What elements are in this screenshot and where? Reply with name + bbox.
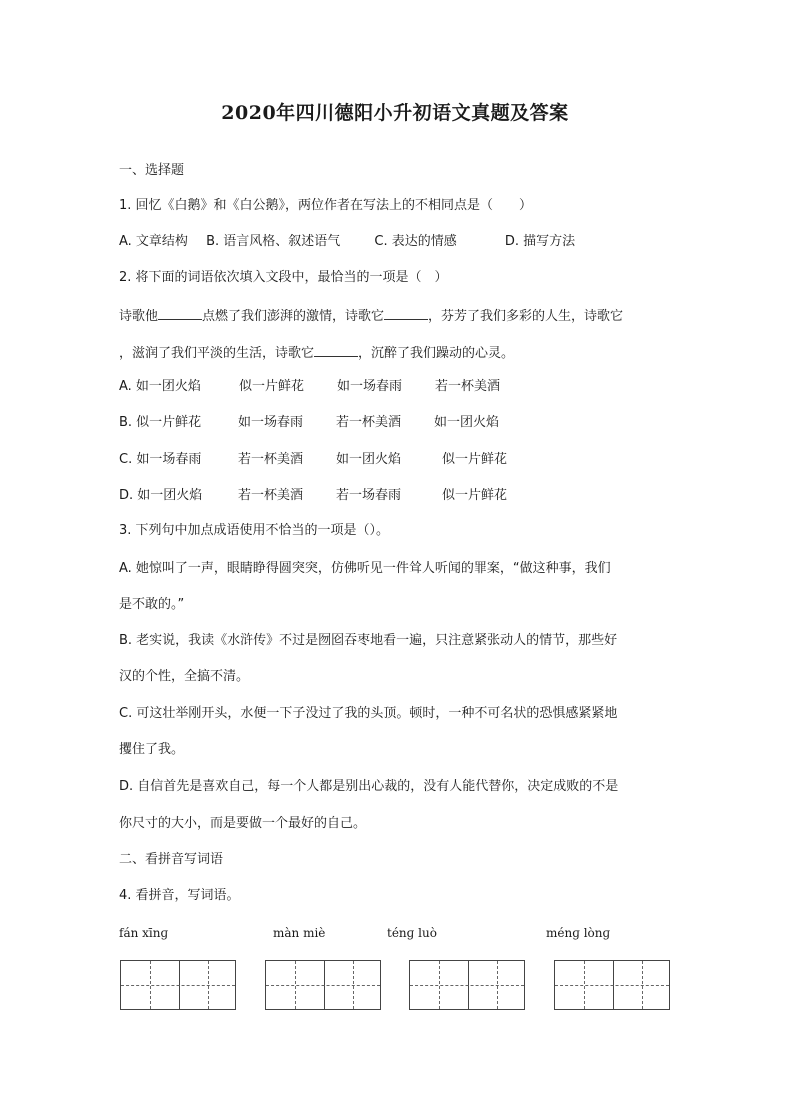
option-word: 若一杯美酒 <box>435 379 501 394</box>
grid-guide <box>121 985 235 986</box>
writing-grid[interactable] <box>554 960 670 1010</box>
option-label: D. 如一团火焰 <box>119 488 203 503</box>
option-word: 若一场春雨 <box>336 488 402 503</box>
option-word: 如一团火焰 <box>336 452 402 467</box>
writing-grid[interactable] <box>409 960 525 1010</box>
grid-guide <box>266 985 380 986</box>
passage-text: ，滋润了我们平淡的生活，诗歌它 <box>119 346 315 361</box>
question-3-option-d-line-2: 你尺寸的大小，而是要做一个最好的自己。 <box>119 816 367 831</box>
option-word: 如一场春雨 <box>238 415 304 430</box>
question-2-option-b <box>119 414 532 432</box>
option-c: C. 表达的情感 <box>374 234 457 249</box>
question-2-passage-line-1 <box>119 306 623 326</box>
pinyin-label: fán xīnɡ <box>119 926 169 940</box>
option-word: 如一团火焰 <box>434 415 500 430</box>
option-word: 如一场春雨 <box>337 379 403 394</box>
fill-blank <box>314 343 358 357</box>
question-4-stem: 4. 看拼音，写词语。 <box>119 888 240 903</box>
writing-grid[interactable] <box>265 960 381 1010</box>
question-3-option-c-line-1: C. 可这壮举刚开头，水便一下子没过了我的头顶。顿时，一种不可名状的恐惧感紧紧地 <box>119 706 618 721</box>
question-2-option-a <box>119 378 533 396</box>
question-3-option-a-line-1: A. 她惊叫了一声，眼睛睁得圆突突，仿佛听见一件耸人听闻的罪案，“做这种事，我们 <box>119 561 611 576</box>
pinyin-label: ténɡ luò <box>387 926 437 940</box>
question-2-option-c <box>119 451 540 469</box>
question-3-option-c-line-2: 攫住了我。 <box>119 742 185 757</box>
question-1-stem: 1. 回忆《白鹅》和《白公鹅》，两位作者在写法上的不相同点是（ ） <box>119 198 533 213</box>
fill-blank <box>384 306 428 320</box>
section-heading-pinyin: 二、看拼音写词语 <box>119 852 224 867</box>
option-word: 似一片鲜花 <box>442 452 508 467</box>
section-heading-choice: 一、选择题 <box>119 163 185 178</box>
question-3-option-a-line-2: 是不敢的。” <box>119 597 185 612</box>
option-word: 若一杯美酒 <box>238 488 304 503</box>
option-label: C. 如一场春雨 <box>119 452 202 467</box>
question-2-option-d <box>119 487 540 505</box>
option-word: 似一片鲜花 <box>442 488 508 503</box>
page-title: 2020年四川德阳小升初语文真题及答案 <box>221 102 569 124</box>
passage-text: ，沉醉了我们躁动的心灵。 <box>358 346 515 361</box>
passage-text: ，芬芳了我们多彩的人生，诗歌它 <box>428 309 624 324</box>
question-3-option-b-line-1: B. 老实说，我读《水浒传》不过是囫囵吞枣地看一遍，只注意紧张动人的情节，那些好 <box>119 633 618 648</box>
option-label: B. 似一片鲜花 <box>119 415 202 430</box>
option-word: 若一杯美酒 <box>336 415 402 430</box>
grid-guide <box>410 985 524 986</box>
question-3-option-b-line-2: 汉的个性，全搞不清。 <box>119 669 250 684</box>
question-2-stem: 2. 将下面的词语依次填入文段中，最恰当的一项是（ ） <box>119 270 448 285</box>
passage-text: 诗歌他 <box>119 309 159 324</box>
fill-blank <box>158 306 202 320</box>
question-3-option-d-line-1: D. 自信首先是喜欢自己，每一个人都是别出心裁的，没有人能代替你，决定成败的不是 <box>119 779 619 794</box>
option-a: A. 文章结构 <box>119 234 188 249</box>
grid-guide <box>555 985 669 986</box>
option-label: A. 如一团火焰 <box>119 379 201 394</box>
question-1-options <box>119 233 589 251</box>
option-b: B. 语言风格、叙述语气 <box>206 234 341 249</box>
writing-grid[interactable] <box>120 960 236 1010</box>
passage-text: 点燃了我们澎湃的激情，诗歌它 <box>202 309 385 324</box>
pinyin-label: màn miè <box>273 926 326 940</box>
question-3-stem: 3. 下列句中加点成语使用不恰当的一项是（）。 <box>119 523 390 538</box>
pinyin-label: ménɡ lònɡ <box>546 926 611 940</box>
option-d: D. 描写方法 <box>504 234 576 249</box>
option-word: 若一杯美酒 <box>238 452 304 467</box>
option-word: 似一片鲜花 <box>239 379 305 394</box>
question-2-passage-line-2 <box>119 343 514 363</box>
